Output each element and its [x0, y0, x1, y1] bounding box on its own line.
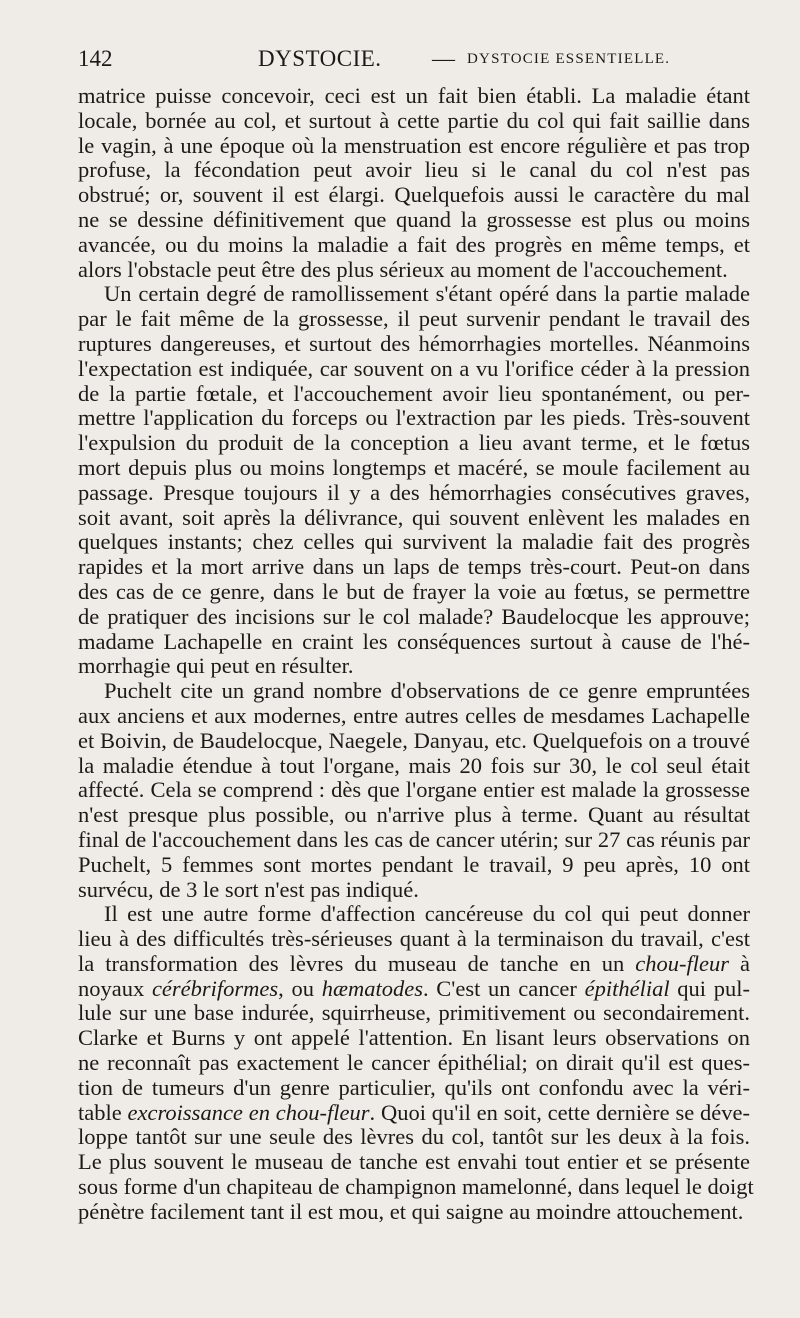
text-line: la maladie étendue à tout l'organe, mais 20 fois sur 30, le col seul était: [78, 752, 750, 778]
italic-term: hæmatodes: [321, 975, 423, 1001]
text-run: noyaux: [78, 975, 152, 1001]
italic-term: cérébriformes: [151, 975, 279, 1001]
text-line: le vagin, à une époque où la menstruation est encore régulière et pas trop: [78, 132, 750, 158]
text-line: survécu, de 3 le sort n'est pas indiqué.: [78, 876, 419, 902]
text-run: à: [729, 950, 750, 976]
text-line: quelques instants; chez celles qui survivent la maladie fait des progrès: [78, 529, 750, 555]
text-line: Le plus souvent le museau de tanche est envahi tout entier et se présente: [78, 1149, 750, 1175]
text-line: par le fait même de la grossesse, il peut survenir pendant le travail des: [78, 306, 750, 332]
text-line: ruptures dangereuses, et surtout des hémorrhagies mortelles. Néanmoins: [78, 330, 750, 356]
text-line: et Boivin, de Baudelocque, Naegele, Danyau, etc. Quelquefois on a trouvé: [78, 727, 750, 753]
text-line: passage. Presque toujours il y a des hémorrhagies consécutives graves,: [78, 479, 750, 505]
text-line: [78, 977, 750, 1002]
running-subtitle: DYSTOCIE ESSENTIELLE.: [467, 51, 671, 67]
text-line: locale, bornée au col, et surtout à cette partie du col qui fait saillie dans: [78, 107, 750, 133]
page-number: 142: [78, 46, 113, 71]
text-line: ne se dessine définitivement que quand la grossesse est plus ou moins: [78, 206, 750, 232]
body-text: [78, 83, 754, 1225]
text-line: pénètre facilement tant il est mou, et qui saigne au moindre attouchement.: [78, 1198, 744, 1224]
text-line: l'expulsion du produit de la conception a lieu avant terme, et le fœtus: [78, 430, 750, 456]
text-line: l'expectation est indiquée, car souvent on a vu l'orifice céder à la pression: [78, 355, 750, 381]
text-line: profuse, la fécondation peut avoir lieu si le canal du col n'est pas: [78, 157, 750, 183]
text-line: rapides et la mort arrive dans un laps de temps très-court. Peut-on dans: [78, 554, 750, 580]
text-line: tion de tumeurs d'un genre particulier, qu'ils ont confondu avec la véri-: [78, 1074, 750, 1100]
text-line: affecté. Cela se comprend : dès que l'organe entier est malade la grossesse: [78, 777, 750, 803]
italic-term: chou-fleur: [635, 950, 729, 976]
text-line: madame Lachapelle en craint les conséquences surtout à cause de l'hé-: [78, 628, 750, 654]
text-line: de la partie fœtale, et l'accouchement avoir lieu spontanément, ou per-: [78, 380, 750, 406]
paragraph-3: [78, 679, 750, 902]
text-line: ne reconnaît pas exactement le cancer épithélial; on dirait qu'il est ques-: [78, 1050, 750, 1076]
text-line: Un certain degré de ramollissement s'étant opéré dans la partie malade: [104, 281, 750, 307]
text-line: alors l'obstacle peut être des plus sérieux au moment de l'accouchement.: [78, 256, 728, 282]
italic-term: excroissance en chou-fleur: [127, 1099, 370, 1125]
text-run: . Quoi qu'il en soit, cette dernière se déve-: [369, 1099, 750, 1125]
paragraph-1: [78, 84, 750, 282]
text-line: mort depuis plus ou moins longtemps et macéré, se moule facilement au: [78, 454, 750, 480]
text-line: [78, 1101, 750, 1126]
text-line: avancée, ou du moins la maladie a fait des progrès en même temps, et: [78, 231, 750, 257]
text-line: aux anciens et aux modernes, entre autres celles de mesdames Lachapelle: [78, 702, 750, 728]
text-line: Clarke et Burns y ont appelé l'attention. En lisant leurs observations on: [78, 1025, 750, 1051]
text-line: final de l'accouchement dans les cas de cancer utérin; sur 27 cas réunis par: [78, 826, 750, 852]
text-run: , ou: [278, 975, 322, 1001]
text-run: qui pul-: [669, 975, 751, 1001]
text-line: de pratiquer des incisions sur le col malade? Baudelocque les approuve;: [78, 603, 750, 629]
text-line: loppe tantôt sur une seule des lèvres du col, tantôt sur les deux à la fois.: [78, 1124, 750, 1150]
paragraph-2: [78, 282, 750, 679]
text-line: soit avant, soit après la délivrance, qui souvent enlèvent les malades en: [78, 504, 750, 530]
running-title: DYSTOCIE.: [258, 46, 382, 71]
text-line: Il est une autre forme d'affection cancéreuse du col qui peut donner: [104, 901, 750, 927]
text-line: matrice puisse concevoir, ceci est un fait bien établi. La maladie étant: [78, 83, 750, 108]
running-header: [78, 46, 750, 76]
text-line: lule sur une base indurée, squirrheuse, primitivement ou secondairement.: [78, 1000, 750, 1026]
text-line: [78, 952, 750, 977]
text-line: mettre l'application du forceps ou l'extraction par les pieds. Très-souvent: [78, 405, 750, 431]
text-line: Puchelt cite un grand nombre d'observations de ce genre empruntées: [104, 678, 750, 704]
text-line: obstrué; or, souvent il est élargi. Quelquefois aussi le caractère du mal: [78, 182, 750, 208]
text-line: des cas de ce genre, dans le but de frayer la voie au fœtus, se permettre: [78, 578, 750, 604]
text-run: table: [78, 1099, 128, 1125]
text-line: n'est presque plus possible, ou n'arrive plus à terme. Quant au résultat: [78, 802, 750, 828]
text-run: la transformation des lèvres du museau de tanche en un: [78, 950, 636, 976]
running-dash: —: [432, 46, 455, 71]
text-line: sous forme d'un chapiteau de champignon mamelonné, dans lequel le doigt: [78, 1174, 754, 1200]
paragraph-4: [78, 901, 754, 1224]
text-line: morrhagie qui peut en résulter.: [78, 653, 354, 679]
text-line: Puchelt, 5 femmes sont mortes pendant le travail, 9 peu après, 10 ont: [78, 851, 750, 877]
text-run: . C'est un cancer: [422, 975, 585, 1001]
text-line: lieu à des difficultés très-sérieuses quant à la terminaison du travail, c'est: [78, 926, 750, 952]
italic-term: épithélial: [584, 975, 670, 1001]
